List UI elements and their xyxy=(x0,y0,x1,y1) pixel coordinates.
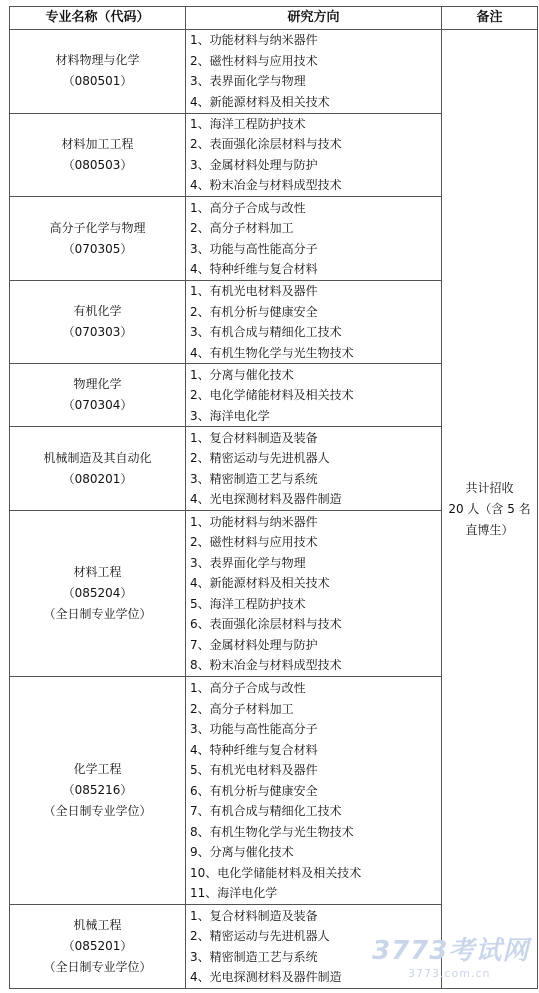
direction-item: 11、海洋电化学 xyxy=(190,886,278,901)
major-cell xyxy=(10,113,186,197)
major-cell xyxy=(10,905,186,989)
major-code: （080503） xyxy=(62,157,133,172)
direction-item: 2、磁性材料与应用技术 xyxy=(190,535,318,550)
major-code: （080501） xyxy=(62,74,133,89)
major-name: 机械制造及其自动化 xyxy=(43,450,152,465)
major-degree: （全日制专业学位） xyxy=(43,960,152,975)
direction-item: 1、高分子合成与改性 xyxy=(190,200,306,215)
directions-cell xyxy=(186,677,442,905)
directions-cell xyxy=(186,427,442,511)
watermark-url: 3773.com.cn xyxy=(408,967,491,980)
direction-item: 2、有机分析与健康安全 xyxy=(190,304,318,319)
directions-cell xyxy=(186,364,442,427)
direction-item: 9、分离与催化技术 xyxy=(190,845,294,860)
major-cell xyxy=(10,427,186,511)
major-name: 化学工程 xyxy=(73,762,122,777)
note-line3: 直博生） xyxy=(465,522,514,537)
major-code: （070305） xyxy=(62,241,133,256)
major-name: 材料加工工程 xyxy=(61,136,134,151)
direction-item: 3、表界面化学与物理 xyxy=(190,74,306,89)
major-code: （085201） xyxy=(62,939,133,954)
direction-item: 6、有机分析与健康安全 xyxy=(190,783,318,798)
direction-item: 1、功能材料与纳米器件 xyxy=(190,514,318,529)
direction-item: 1、海洋工程防护技术 xyxy=(190,116,306,131)
major-code: （080201） xyxy=(62,471,133,486)
major-name: 高分子化学与物理 xyxy=(49,220,146,235)
major-name: 物理化学 xyxy=(73,377,122,392)
direction-item: 3、海洋电化学 xyxy=(190,408,270,423)
directions-cell xyxy=(186,511,442,677)
directions-cell xyxy=(186,113,442,197)
direction-item: 1、复合材料制造及装备 xyxy=(190,908,318,923)
major-name: 有机化学 xyxy=(73,304,122,319)
table-body xyxy=(10,30,538,989)
direction-item: 4、光电探测材料及器件制造 xyxy=(190,970,342,985)
major-degree: （全日制专业学位） xyxy=(43,607,152,622)
direction-item: 4、有机生物化学与光生物技术 xyxy=(190,345,354,360)
direction-item: 2、高分子材料加工 xyxy=(190,221,294,236)
direction-item: 1、功能材料与纳米器件 xyxy=(190,33,318,48)
direction-item: 4、特种纤维与复合材料 xyxy=(190,262,318,277)
direction-item: 7、金属材料处理与防护 xyxy=(190,637,318,652)
direction-item: 8、粉末冶金与材料成型技术 xyxy=(190,658,342,673)
note-line2: 20 人（含 5 名 xyxy=(448,501,531,516)
direction-item: 3、有机合成与精细化工技术 xyxy=(190,325,342,340)
header-major: 专业名称（代码） xyxy=(10,7,186,30)
major-cell xyxy=(10,364,186,427)
major-code: （070303） xyxy=(62,325,133,340)
note-cell xyxy=(442,30,538,989)
major-cell xyxy=(10,280,186,364)
directions-cell xyxy=(186,30,442,114)
direction-item: 2、高分子材料加工 xyxy=(190,701,294,716)
direction-item: 2、精密运动与先进机器人 xyxy=(190,929,330,944)
direction-item: 3、功能与高性能高分子 xyxy=(190,722,318,737)
watermark xyxy=(372,930,529,980)
major-code: （070304） xyxy=(62,398,133,413)
direction-item: 3、功能与高性能高分子 xyxy=(190,241,318,256)
direction-item: 1、有机光电材料及器件 xyxy=(190,284,318,299)
direction-item: 4、新能源材料及相关技术 xyxy=(190,576,330,591)
direction-item: 3、表界面化学与物理 xyxy=(190,555,306,570)
major-cell xyxy=(10,511,186,677)
direction-item: 2、精密运动与先进机器人 xyxy=(190,451,330,466)
watermark-logo: 3773考试网 xyxy=(372,936,530,966)
direction-item: 2、表面强化涂层材料与技术 xyxy=(190,137,342,152)
major-cell xyxy=(10,30,186,114)
major-cell xyxy=(10,677,186,905)
direction-item: 4、新能源材料及相关技术 xyxy=(190,94,330,109)
major-name: 材料物理与化学 xyxy=(55,53,140,68)
direction-item: 1、复合材料制造及装备 xyxy=(190,430,318,445)
admissions-table xyxy=(9,6,538,989)
direction-item: 7、有机合成与精细化工技术 xyxy=(190,804,342,819)
direction-item: 2、磁性材料与应用技术 xyxy=(190,53,318,68)
direction-item: 1、分离与催化技术 xyxy=(190,367,294,382)
direction-item: 3、金属材料处理与防护 xyxy=(190,157,318,172)
direction-item: 6、表面强化涂层材料与技术 xyxy=(190,617,342,632)
direction-item: 3、精密制造工艺与系统 xyxy=(190,471,318,486)
major-code: （085216） xyxy=(62,783,133,798)
major-name: 材料工程 xyxy=(73,565,122,580)
major-code: （085204） xyxy=(62,586,133,601)
table-row xyxy=(10,30,538,114)
direction-item: 2、电化学储能材料及相关技术 xyxy=(190,388,354,403)
direction-item: 5、海洋工程防护技术 xyxy=(190,596,306,611)
header-row xyxy=(10,7,538,30)
direction-item: 5、有机光电材料及器件 xyxy=(190,763,318,778)
direction-item: 4、特种纤维与复合材料 xyxy=(190,742,318,757)
major-name: 机械工程 xyxy=(73,918,122,933)
direction-item: 8、有机生物化学与光生物技术 xyxy=(190,824,354,839)
major-cell xyxy=(10,197,186,281)
header-note: 备注 xyxy=(442,7,538,30)
direction-item: 4、粉末冶金与材料成型技术 xyxy=(190,178,342,193)
note-line1: 共计招收 xyxy=(465,480,514,495)
directions-cell xyxy=(186,197,442,281)
header-direction: 研究方向 xyxy=(186,7,442,30)
direction-item: 1、高分子合成与改性 xyxy=(190,681,306,696)
direction-item: 10、电化学储能材料及相关技术 xyxy=(190,865,362,880)
direction-item: 3、精密制造工艺与系统 xyxy=(190,949,318,964)
major-degree: （全日制专业学位） xyxy=(43,804,152,819)
direction-item: 4、光电探测材料及器件制造 xyxy=(190,492,342,507)
directions-cell xyxy=(186,280,442,364)
